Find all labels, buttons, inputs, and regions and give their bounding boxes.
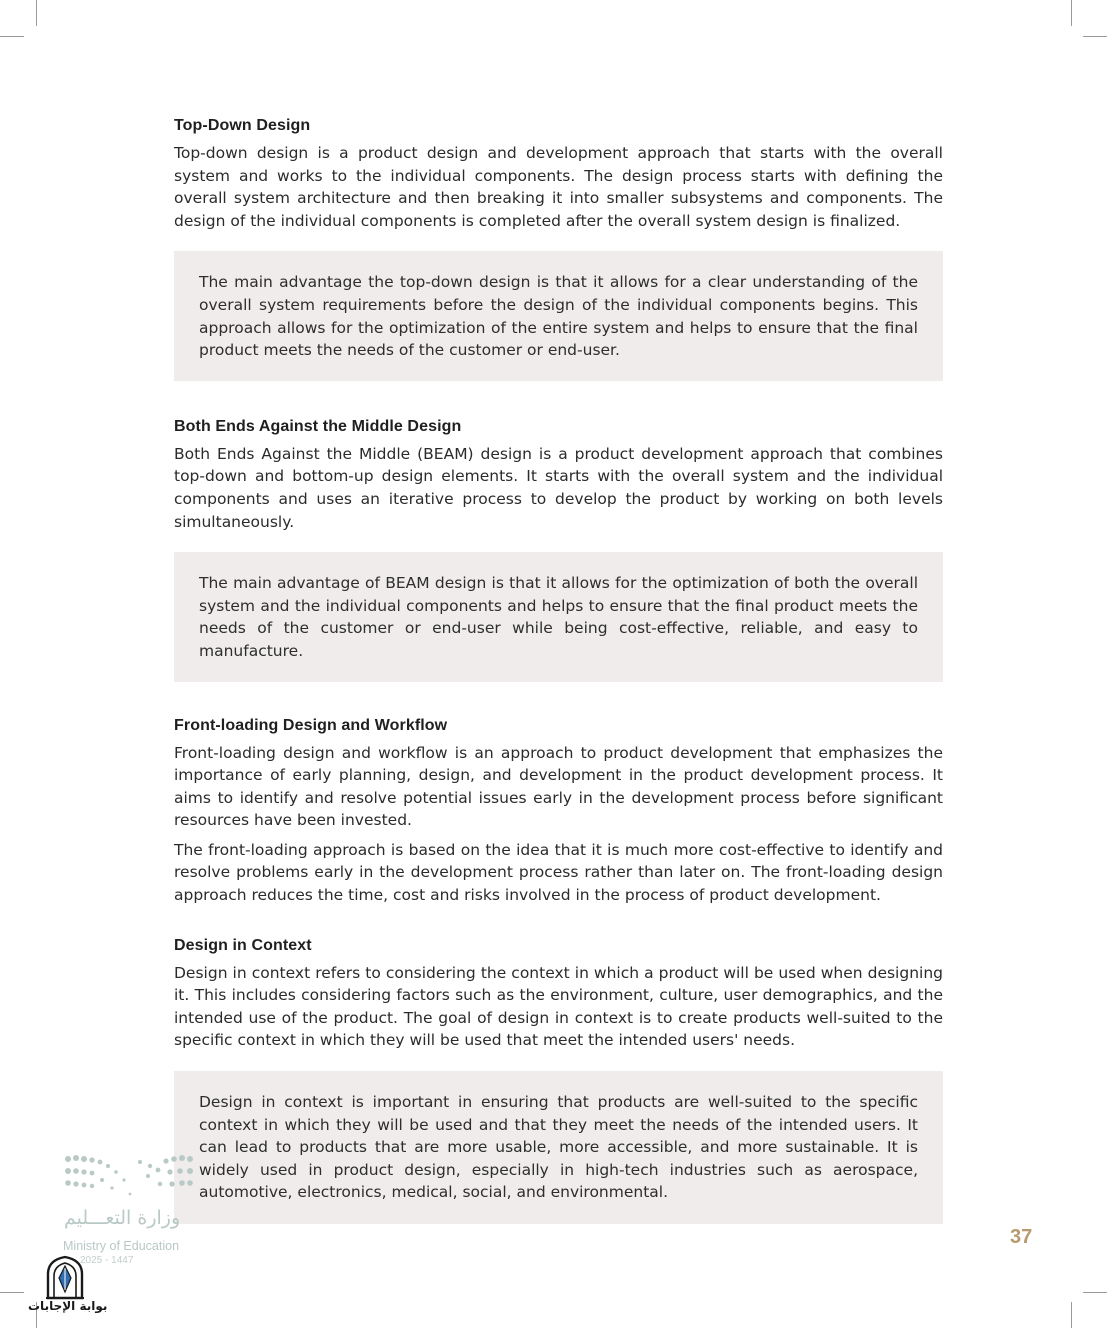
portal-logo-icon (42, 1254, 88, 1300)
section-paragraph: Both Ends Against the Middle (BEAM) design is a product development approach that combines top-down and bottom-up design elements. It starts with the overall system and the individual components and uses an iterative process to develop the product by working on both levels simultaneously. (174, 444, 943, 531)
section-paragraph: Design in context refers to considering the context in which a product will be used when designing it. This includes considering factors such as the environment, culture, user demographics, and the intended use of the product. The goal of design in context is to create products well-suited to the specific context in which they will be used that meet the intended users' needs. (174, 963, 943, 1050)
section-paragraph: Top-down design is a product design and development approach that starts with the overall system and works to the individual components. The design process starts with defining the overall system architecture and then breaking it into smaller subsystems and components. The design of the individual components is completed after the overall system design is finalized. (174, 144, 943, 230)
crop-mark (1083, 36, 1107, 37)
section-heading: Front-loading Design and Workflow (174, 716, 448, 734)
section-beam-design (174, 418, 943, 682)
section-front-loading-design (174, 717, 943, 907)
crop-mark (0, 36, 24, 37)
page-number: 37 (1010, 1226, 1033, 1248)
crop-mark (0, 1292, 24, 1293)
highlight-box (174, 1071, 943, 1224)
section-heading: Design in Context (174, 936, 312, 954)
highlight-box (174, 251, 943, 380)
crop-mark (1071, 0, 1072, 26)
highlight-text: The main advantage of BEAM design is that it allows for the optimization of both the overall system and the individual components and helps to ensure that the final product meets the needs of the customer or end-user while being cost-effective, reliable, and easy to manufacture. (199, 574, 918, 660)
ministry-arabic-name: وزارة التعـــليم (64, 1207, 181, 1229)
ministry-year: 2025 - 1447 (80, 1255, 134, 1266)
crop-mark (36, 0, 37, 26)
section-heading: Both Ends Against the Middle Design (174, 417, 462, 435)
crop-mark (1071, 1302, 1072, 1328)
page-content (174, 117, 943, 1224)
section-design-in-context (174, 937, 943, 1224)
ministry-english-name: Ministry of Education (63, 1239, 180, 1253)
section-paragraph: Front-loading design and workflow is an approach to product development that emphasizes the importance of early planning, design, and development in the product development process. It aims to identify and resolve potential issues early in the development process before significant resources have been invested. (174, 743, 943, 830)
crop-mark (1083, 1292, 1107, 1293)
highlight-text: Design in context is important in ensuring that products are well-suited to the specific context in which they will be used and that they meet the needs of the intended users. It can lead to products that are more usable, more accessible, and more sustainable. It is widely used in product design, especially in high-tech industries such as aerospace, automotive, electronics, medical, social, and environmental. (199, 1093, 918, 1202)
portal-label: بوابة الإجابات (28, 1299, 108, 1313)
section-top-down-design (174, 117, 943, 381)
section-heading: Top-Down Design (174, 117, 311, 134)
ministry-logo-icon (62, 1150, 202, 1200)
section-paragraph: The front-loading approach is based on the idea that it is much more cost-effective to identify and resolve problems early in the development process rather than later on. The front-loading design approach reduces the time, cost and risks involved in the process of product development. (174, 840, 943, 905)
highlight-text: The main advantage the top-down design is that it allows for a clear understanding of the overall system requirements before the design of the individual components begins. This approach allows for the optimization of the entire system and helps to ensure that the final product meets the needs of the customer or end-user. (199, 273, 918, 360)
highlight-box (174, 552, 943, 681)
